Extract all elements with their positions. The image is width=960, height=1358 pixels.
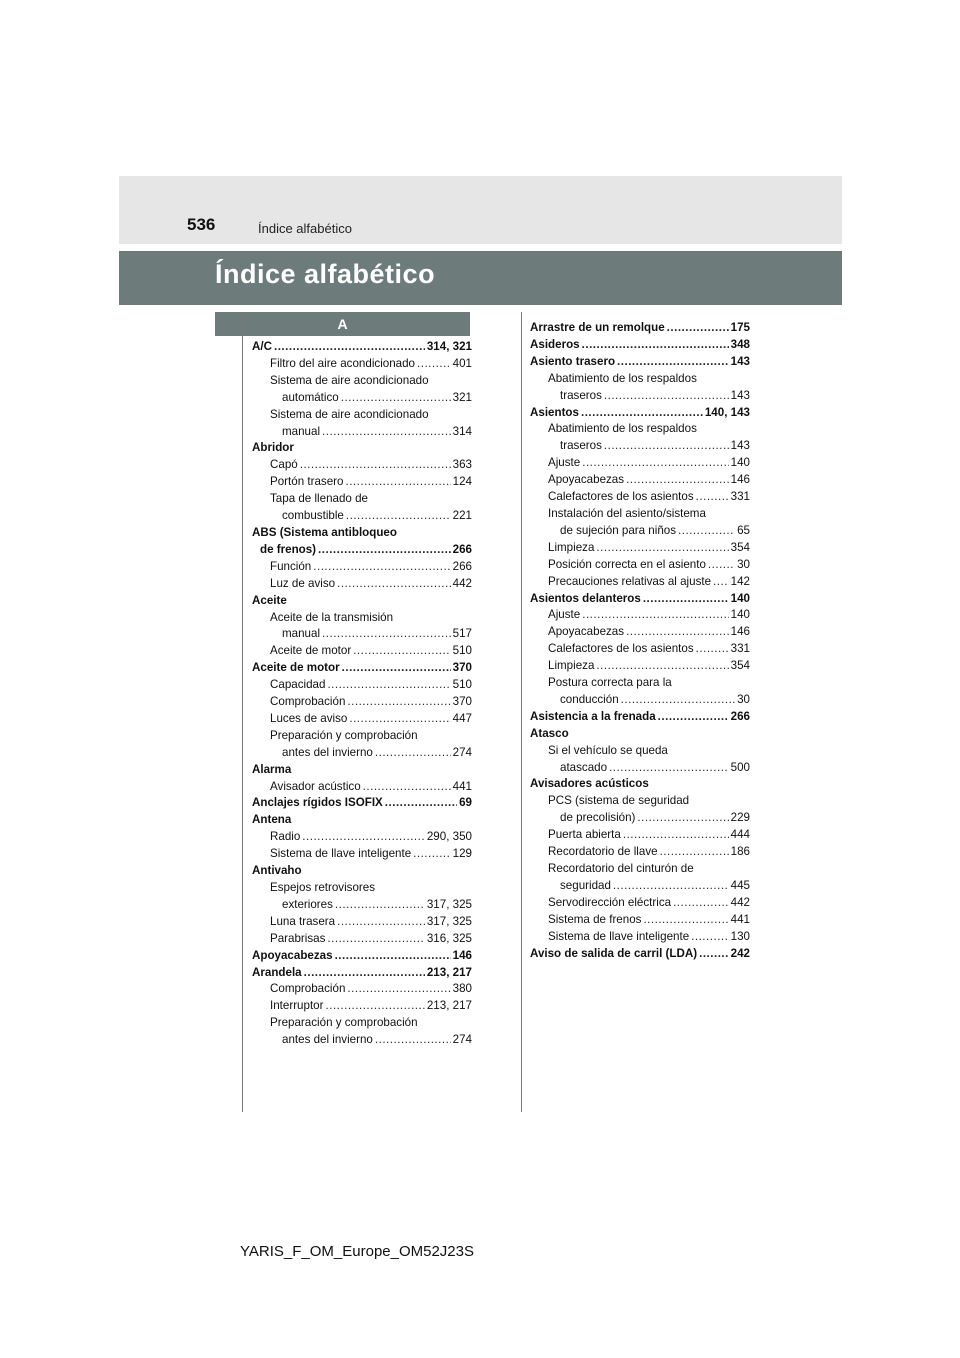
index-entry-page: 363 — [452, 458, 472, 472]
index-entry — [530, 320, 750, 337]
leader-dots — [375, 1032, 451, 1049]
index-entry-page: 354 — [730, 659, 750, 673]
index-entry-label: Servodirección eléctrica — [548, 895, 672, 909]
index-entry-label: Comprobación — [270, 695, 346, 709]
leader-dots — [582, 337, 729, 354]
index-entry-label: Antivaho — [252, 864, 302, 878]
index-entry-page: 370 — [452, 695, 472, 709]
column-divider-middle — [521, 312, 522, 1112]
leader-dots — [691, 929, 729, 946]
index-entry — [252, 356, 472, 373]
index-entry — [252, 981, 472, 998]
index-entry — [530, 776, 750, 793]
chapter-title: Índice alfabético — [215, 259, 436, 289]
index-entry-page: 69 — [459, 796, 472, 810]
index-entry — [530, 557, 750, 574]
index-entry — [530, 709, 750, 726]
leader-dots — [696, 489, 729, 506]
index-entry-label: Asiento trasero — [530, 354, 616, 368]
index-entry-label: Espejos retrovisores — [270, 881, 376, 894]
index-entry — [252, 829, 472, 846]
index-entry-label: Si el vehículo se queda — [548, 743, 668, 757]
index-entry — [252, 508, 472, 525]
index-entry — [530, 895, 750, 912]
index-entry-page: 314 — [452, 424, 472, 438]
index-entry — [530, 641, 750, 658]
index-entry-label: Ajuste — [548, 608, 581, 622]
index-entry-label: Sistema de aire acondicionado — [270, 407, 429, 421]
index-entry-page: 321 — [452, 390, 472, 404]
index-entry-page: 124 — [452, 475, 472, 489]
index-entry-label: Radio — [270, 830, 301, 844]
index-entry — [252, 897, 472, 914]
index-entry — [252, 424, 472, 441]
index-entry-label: Filtro del aire acondicionado — [270, 356, 416, 370]
index-entry — [252, 762, 472, 779]
leader-dots — [581, 405, 703, 422]
index-entry-label: Sistema de llave inteligente — [270, 847, 412, 861]
index-entry — [530, 675, 750, 692]
index-entry — [252, 576, 472, 593]
index-entry-label: Preparación y comprobación — [270, 1016, 418, 1030]
index-entry-page: 331 — [730, 642, 750, 656]
index-entry-page: 140, 143 — [704, 405, 750, 419]
index-entry-label: Alarma — [252, 762, 292, 776]
index-entry-page: 266 — [730, 709, 750, 723]
index-entry-label: Aviso de salida de carril (LDA) — [530, 946, 698, 960]
index-entry — [530, 912, 750, 929]
index-entry — [530, 658, 750, 675]
index-entry-label: Luz de aviso — [270, 576, 336, 590]
index-entry-page: 317, 325 — [426, 914, 472, 928]
index-entry-page: 140 — [730, 456, 750, 470]
index-entry-label: Postura correcta para la — [548, 676, 672, 690]
leader-dots — [335, 948, 451, 965]
index-entry — [252, 931, 472, 948]
index-entry — [530, 540, 750, 557]
index-entry — [530, 793, 750, 810]
leader-dots — [626, 472, 729, 489]
header-section-title: Índice alfabético — [258, 221, 352, 236]
index-entry-label: de sujeción para niños — [560, 523, 677, 537]
index-entry-page: 266 — [452, 542, 472, 556]
leader-dots — [643, 591, 729, 608]
index-entry — [252, 373, 472, 390]
index-entry — [252, 390, 472, 407]
index-entry-label: Atasco — [530, 726, 569, 740]
index-entry-page: 441 — [730, 912, 750, 926]
index-entry-page: 442 — [730, 895, 750, 909]
index-entry-label: Recordatorio de llave — [548, 845, 658, 859]
leader-dots — [696, 641, 729, 658]
leader-dots — [327, 931, 424, 948]
leader-dots — [623, 827, 729, 844]
index-entry-label: Asientos delanteros — [530, 591, 641, 605]
leader-dots — [604, 388, 729, 405]
leader-dots — [322, 424, 451, 441]
leader-dots — [613, 878, 729, 895]
index-entry-label: Abatimiento de los respaldos — [548, 371, 697, 385]
index-entry-label: Capacidad — [270, 678, 326, 692]
leader-dots — [349, 711, 450, 728]
index-entry-page: 445 — [730, 878, 750, 892]
leader-dots — [621, 692, 735, 709]
leader-dots — [673, 895, 729, 912]
index-entry-label: Apoyacabezas — [548, 625, 625, 639]
index-entry-label: atascado — [560, 760, 608, 774]
index-entry-page: 316, 325 — [426, 931, 472, 945]
index-entry — [530, 692, 750, 709]
leader-dots — [708, 557, 735, 574]
index-entry — [252, 677, 472, 694]
index-entry-label: combustible — [282, 509, 344, 523]
leader-dots — [660, 844, 729, 861]
letter-section-tab: A — [215, 312, 470, 336]
index-entry-label: Arandela — [252, 965, 302, 979]
index-entry-label: Puerta abierta — [548, 828, 621, 842]
index-entry — [252, 542, 472, 559]
index-entry-page: 140 — [730, 591, 750, 605]
index-entry — [530, 421, 750, 438]
index-entry-label: Sistema de llave inteligente — [548, 929, 690, 943]
leader-dots — [609, 760, 729, 777]
leader-dots — [322, 626, 451, 643]
index-entry — [530, 371, 750, 388]
index-entry-page: 143 — [730, 388, 750, 402]
leader-dots — [417, 356, 451, 373]
index-entry-label: manual — [282, 627, 321, 641]
index-entry — [530, 929, 750, 946]
index-entry-page: 380 — [452, 982, 472, 996]
index-entry-label: seguridad — [560, 878, 611, 892]
index-entry-page: 140 — [730, 608, 750, 622]
index-entry-page: 30 — [737, 557, 750, 571]
index-entry — [252, 812, 472, 829]
index-entry — [530, 743, 750, 760]
index-entry — [530, 607, 750, 624]
index-entry-page: 354 — [730, 540, 750, 554]
leader-dots — [337, 914, 425, 931]
index-entry-label: Preparación y comprobación — [270, 728, 418, 742]
leader-dots — [678, 523, 735, 540]
column-divider-left — [242, 312, 243, 1112]
index-entry-label: Arrastre de un remolque — [530, 321, 665, 334]
leader-dots — [375, 745, 451, 762]
leader-dots — [300, 457, 451, 474]
leader-dots — [582, 607, 728, 624]
index-entry-label: Limpieza — [548, 659, 595, 673]
index-column-2 — [530, 320, 750, 962]
index-entry — [252, 1015, 472, 1032]
document-code: YARIS_F_OM_Europe_OM52J23S — [240, 1243, 475, 1260]
index-entry — [530, 438, 750, 455]
leader-dots — [582, 455, 728, 472]
page-number: 536 — [187, 215, 216, 234]
index-entry-label: traseros — [560, 388, 602, 402]
index-entry — [252, 491, 472, 508]
leader-dots — [596, 540, 728, 557]
index-entry — [252, 407, 472, 424]
index-entry-page: 221 — [452, 509, 472, 523]
index-entry-label: Avisadores acústicos — [530, 777, 649, 791]
leader-dots — [667, 320, 729, 337]
index-entry — [530, 861, 750, 878]
index-entry-label: Avisador acústico — [270, 779, 361, 793]
index-entry-label: Capó — [270, 458, 298, 472]
index-entry-page: 142 — [730, 574, 750, 588]
leader-dots — [626, 624, 729, 641]
leader-dots — [345, 474, 450, 491]
index-entry-page: 401 — [452, 356, 472, 370]
index-entry — [530, 354, 750, 371]
index-entry-label: Tapa de llenado de — [270, 492, 368, 506]
index-entry-label: Asideros — [530, 337, 580, 351]
index-entry-label: Portón trasero — [270, 475, 344, 489]
index-entry-label: Luna trasera — [270, 914, 336, 928]
index-entry — [252, 914, 472, 931]
index-entry-page: 331 — [730, 490, 750, 504]
index-entry — [530, 523, 750, 540]
index-entry-page: 146 — [730, 473, 750, 487]
index-entry — [530, 810, 750, 827]
index-entry-label: conducción — [560, 692, 619, 706]
index-entry — [252, 643, 472, 660]
index-entry — [252, 965, 472, 982]
index-entry — [252, 474, 472, 491]
index-entry-label: Precauciones relativas al ajuste — [548, 574, 712, 588]
index-entry — [530, 388, 750, 405]
index-entry — [530, 405, 750, 422]
leader-dots — [304, 965, 425, 982]
index-entry-page: 441 — [452, 779, 472, 793]
index-entry-label: Calefactores de los asientos — [548, 642, 694, 656]
index-entry — [252, 626, 472, 643]
index-entry-page: 229 — [730, 811, 750, 825]
index-entry — [530, 624, 750, 641]
index-entry-page: 130 — [730, 929, 750, 943]
index-entry-page: 213, 217 — [426, 999, 472, 1013]
leader-dots — [335, 897, 425, 914]
index-entry-page: 290, 350 — [426, 830, 472, 844]
index-entry-page: 447 — [452, 711, 472, 725]
index-entry-page: 213, 217 — [426, 965, 472, 979]
leader-dots — [347, 981, 450, 998]
index-entry-label: traseros — [560, 439, 602, 453]
index-entry-page: 500 — [730, 760, 750, 774]
leader-dots — [337, 576, 451, 593]
index-entry — [252, 559, 472, 576]
index-entry-page: 510 — [452, 678, 472, 692]
index-entry — [530, 574, 750, 591]
leader-dots — [643, 912, 728, 929]
leader-dots — [302, 829, 425, 846]
index-entry — [530, 827, 750, 844]
index-entry — [530, 489, 750, 506]
index-entry-label: exteriores — [282, 897, 333, 911]
header-band — [119, 176, 842, 244]
index-entry-page: 442 — [452, 576, 472, 590]
index-entry-page: 146 — [730, 625, 750, 639]
index-entry-label: Interruptor — [270, 999, 324, 1013]
index-entry-label: automático — [282, 390, 339, 404]
leader-dots — [318, 542, 451, 559]
index-entry-label: antes del invierno — [282, 1033, 373, 1047]
leader-dots — [699, 946, 729, 963]
index-entry — [252, 880, 472, 897]
index-entry-label: de frenos) — [260, 542, 317, 556]
index-entry-label: manual — [282, 424, 321, 438]
index-entry-page: 510 — [452, 644, 472, 658]
index-entry-page: 314, 321 — [426, 340, 472, 353]
index-entry-page: 266 — [452, 559, 472, 573]
index-entry — [252, 728, 472, 745]
index-entry-page: 146 — [452, 948, 472, 962]
index-entry — [530, 506, 750, 523]
index-entry-label: Función — [270, 559, 312, 573]
index-entry-label: Apoyacabezas — [252, 948, 333, 962]
leader-dots — [385, 795, 457, 812]
leader-dots — [346, 508, 451, 525]
index-entry-page: 517 — [452, 627, 472, 641]
leader-dots — [658, 709, 729, 726]
index-entry-label: Antena — [252, 813, 292, 827]
index-entry-label: Limpieza — [548, 540, 595, 554]
index-entry-label: ABS (Sistema antibloqueo — [252, 525, 397, 539]
index-entry — [252, 593, 472, 610]
index-entry — [530, 591, 750, 608]
index-entry — [252, 846, 472, 863]
index-entry-page: 30 — [737, 692, 750, 706]
leader-dots — [274, 339, 425, 356]
index-entry-label: Aceite de motor — [252, 661, 340, 675]
index-entry — [252, 745, 472, 762]
index-entry — [530, 844, 750, 861]
index-entry-page: 348 — [730, 337, 750, 351]
leader-dots — [353, 643, 450, 660]
index-entry — [252, 863, 472, 880]
index-entry-label: Abatimiento de los respaldos — [548, 422, 697, 436]
leader-dots — [313, 559, 450, 576]
index-entry — [252, 457, 472, 474]
index-entry-label: Apoyacabezas — [548, 473, 625, 487]
index-entry-label: Sistema de aire acondicionado — [270, 373, 429, 387]
leader-dots — [713, 574, 729, 591]
index-entry-page: 129 — [452, 847, 472, 861]
index-entry-label: de precolisión) — [560, 811, 636, 825]
leader-dots — [347, 694, 450, 711]
index-entry — [252, 948, 472, 965]
index-entry — [252, 1032, 472, 1049]
index-entry-label: Sistema de frenos — [548, 912, 642, 926]
index-entry-page: 274 — [452, 745, 472, 759]
leader-dots — [327, 677, 450, 694]
index-entry — [252, 610, 472, 627]
index-entry-page: 242 — [730, 946, 750, 960]
leader-dots — [617, 354, 729, 371]
index-entry — [530, 337, 750, 354]
index-column-1 — [252, 339, 472, 1049]
index-entry-label: Anclajes rígidos ISOFIX — [252, 796, 383, 810]
leader-dots — [637, 810, 728, 827]
index-entry-label: Comprobación — [270, 982, 346, 996]
index-entry-label: Aceite de la transmisión — [270, 610, 394, 624]
index-entry-page: 143 — [730, 354, 750, 368]
index-entry-label: Instalación del asiento/sistema — [548, 506, 706, 520]
leader-dots — [596, 658, 728, 675]
index-entry — [530, 878, 750, 895]
index-entry-label: Calefactores de los asientos — [548, 490, 694, 504]
leader-dots — [326, 998, 425, 1015]
index-entry-label: Aceite — [252, 593, 287, 607]
index-entry-page: 186 — [730, 845, 750, 859]
index-entry-page: 65 — [737, 523, 750, 537]
index-entry — [252, 525, 472, 542]
index-entry — [530, 472, 750, 489]
leader-dots — [413, 846, 451, 863]
index-entry — [252, 795, 472, 812]
index-entry-label: Abridor — [252, 441, 294, 455]
index-entry — [252, 339, 472, 356]
index-entry — [530, 726, 750, 743]
index-entry-page: 274 — [452, 1033, 472, 1047]
index-entry-label: Luces de aviso — [270, 711, 348, 725]
index-entry — [252, 440, 472, 457]
index-entry-page: 370 — [452, 661, 472, 675]
index-entry-label: Asistencia a la frenada — [530, 709, 656, 723]
index-entry-page: 444 — [730, 828, 750, 842]
index-entry-page: 175 — [730, 321, 750, 334]
index-entry-page: 317, 325 — [426, 897, 472, 911]
index-entry — [252, 779, 472, 796]
index-entry — [252, 998, 472, 1015]
index-entry-label: Aceite de motor — [270, 644, 352, 658]
leader-dots — [363, 779, 451, 796]
index-entry — [252, 694, 472, 711]
index-entry-label: antes del invierno — [282, 745, 373, 759]
index-entry-label: A/C — [252, 340, 272, 353]
leader-dots — [604, 438, 729, 455]
index-entry-label: Parabrisas — [270, 931, 326, 945]
index-entry — [252, 711, 472, 728]
index-entry — [530, 455, 750, 472]
index-entry — [530, 760, 750, 777]
leader-dots — [342, 660, 451, 677]
index-entry-label: Recordatorio del cinturón de — [548, 862, 694, 875]
index-entry-label: PCS (sistema de seguridad — [548, 794, 690, 808]
leader-dots — [341, 390, 451, 407]
index-entry-label: Asientos — [530, 405, 579, 419]
index-entry-label: Ajuste — [548, 456, 581, 470]
index-entry — [252, 660, 472, 677]
index-entry-page: 143 — [730, 439, 750, 453]
index-entry-label: Posición correcta en el asiento — [548, 557, 706, 571]
index-entry — [530, 946, 750, 963]
